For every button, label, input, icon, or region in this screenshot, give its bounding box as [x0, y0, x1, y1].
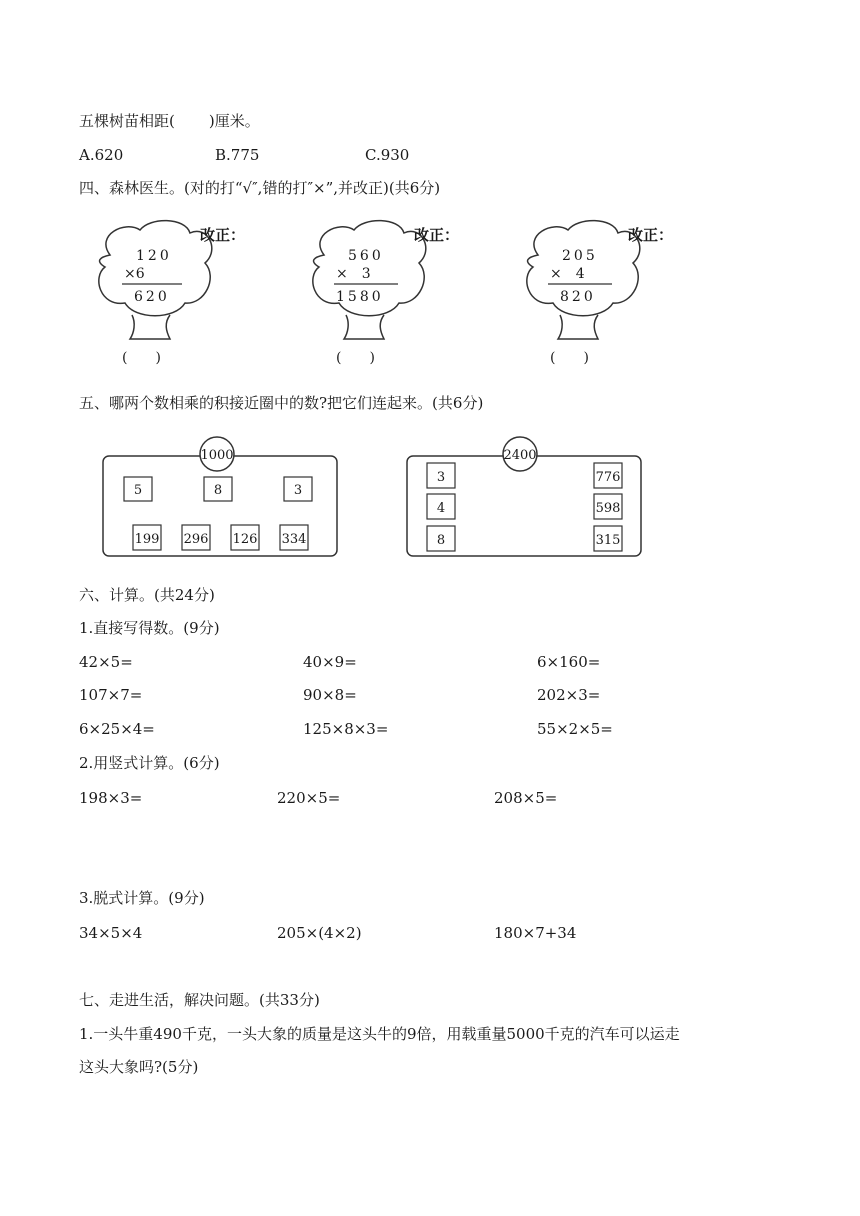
q3-option-a: A.620 — [79, 146, 124, 164]
calc-item: 42×5= — [79, 653, 133, 671]
q3-option-c: C.930 — [365, 146, 410, 164]
calc-item: 40×9= — [303, 653, 357, 671]
num-8b: 8 — [436, 533, 446, 548]
correct-label-1: 改正： — [200, 226, 246, 244]
num-8: 8 — [213, 483, 223, 498]
tree3-result: 820 — [560, 289, 596, 305]
judge-paren-2: ( ) — [336, 350, 375, 366]
vertical-calc-item: 198×3= — [79, 789, 143, 807]
q3-option-b: B.775 — [215, 146, 260, 164]
tree1-a: 120 — [136, 248, 172, 264]
num-315: 315 — [595, 533, 621, 548]
num-5: 5 — [133, 483, 143, 498]
judge-paren-1: ( ) — [122, 350, 161, 366]
calc-item: 90×8= — [303, 686, 357, 704]
num-3b: 3 — [436, 470, 446, 485]
calc-item: 55×2×5= — [537, 720, 613, 738]
tree-figure-3 — [527, 221, 673, 366]
tree-figure-1 — [99, 221, 245, 366]
num-296: 296 — [183, 532, 209, 547]
num-126: 126 — [232, 532, 258, 547]
calc-item: 6×25×4= — [79, 720, 155, 738]
calc-item: 125×8×3= — [303, 720, 389, 738]
num-334: 334 — [281, 532, 307, 547]
section6-title: 六、计算。(共24分) — [79, 586, 215, 604]
tree2-b: × 3 — [336, 266, 371, 282]
calc-item: 107×7= — [79, 686, 143, 704]
target-1000: 1000 — [200, 448, 234, 463]
tree1-result: 620 — [134, 289, 170, 305]
target-2400: 2400 — [503, 448, 537, 463]
tree2-a: 560 — [348, 248, 384, 264]
part1-title: 1.直接写得数。(9分) — [79, 619, 220, 637]
matching-figures — [100, 430, 650, 562]
num-3: 3 — [293, 483, 303, 498]
q3-stem: 五棵树苗相距( )厘米。 — [79, 112, 260, 130]
num-4: 4 — [436, 501, 446, 516]
stepwise-calc-item: 180×7+34 — [494, 924, 577, 942]
num-776: 776 — [595, 470, 621, 485]
correct-label-2: 改正： — [414, 226, 460, 244]
section5-title: 五、哪两个数相乘的积接近圈中的数?把它们连起来。(共6分) — [79, 394, 484, 412]
problem1-line2: 这头大象吗?(5分) — [79, 1058, 199, 1076]
calc-item: 202×3= — [537, 686, 601, 704]
num-598: 598 — [595, 501, 621, 516]
vertical-calc-item: 208×5= — [494, 789, 558, 807]
tree1-b: ×6 — [124, 266, 145, 282]
judge-paren-3: ( ) — [550, 350, 589, 366]
correct-label-3: 改正： — [628, 226, 674, 244]
match-box-2400 — [407, 437, 641, 556]
stepwise-calc-item: 34×5×4 — [79, 924, 143, 942]
tree-figures — [80, 215, 800, 375]
part2-title: 2.用竖式计算。(6分) — [79, 754, 220, 772]
vertical-calc-item: 220×5= — [277, 789, 341, 807]
part3-title: 3.脱式计算。(9分) — [79, 889, 205, 907]
match-box-1000 — [103, 437, 337, 556]
problem1-line1: 1.一头牛重490千克，一头大象的质量是这头牛的9倍，用载重量5000千克的汽车可以运走 — [79, 1025, 680, 1043]
calc-item: 6×160= — [537, 653, 601, 671]
tree2-result: 1580 — [336, 289, 384, 305]
tree3-b: × 4 — [550, 266, 585, 282]
tree-figure-2 — [313, 221, 459, 366]
section4-title: 四、森林医生。(对的打“√″,错的打″×”,并改正)(共6分) — [79, 179, 441, 197]
tree3-a: 205 — [562, 248, 598, 264]
section7-title: 七、走进生活，解决问题。(共33分) — [79, 991, 320, 1009]
stepwise-calc-item: 205×(4×2) — [277, 924, 362, 942]
num-199: 199 — [134, 532, 160, 547]
